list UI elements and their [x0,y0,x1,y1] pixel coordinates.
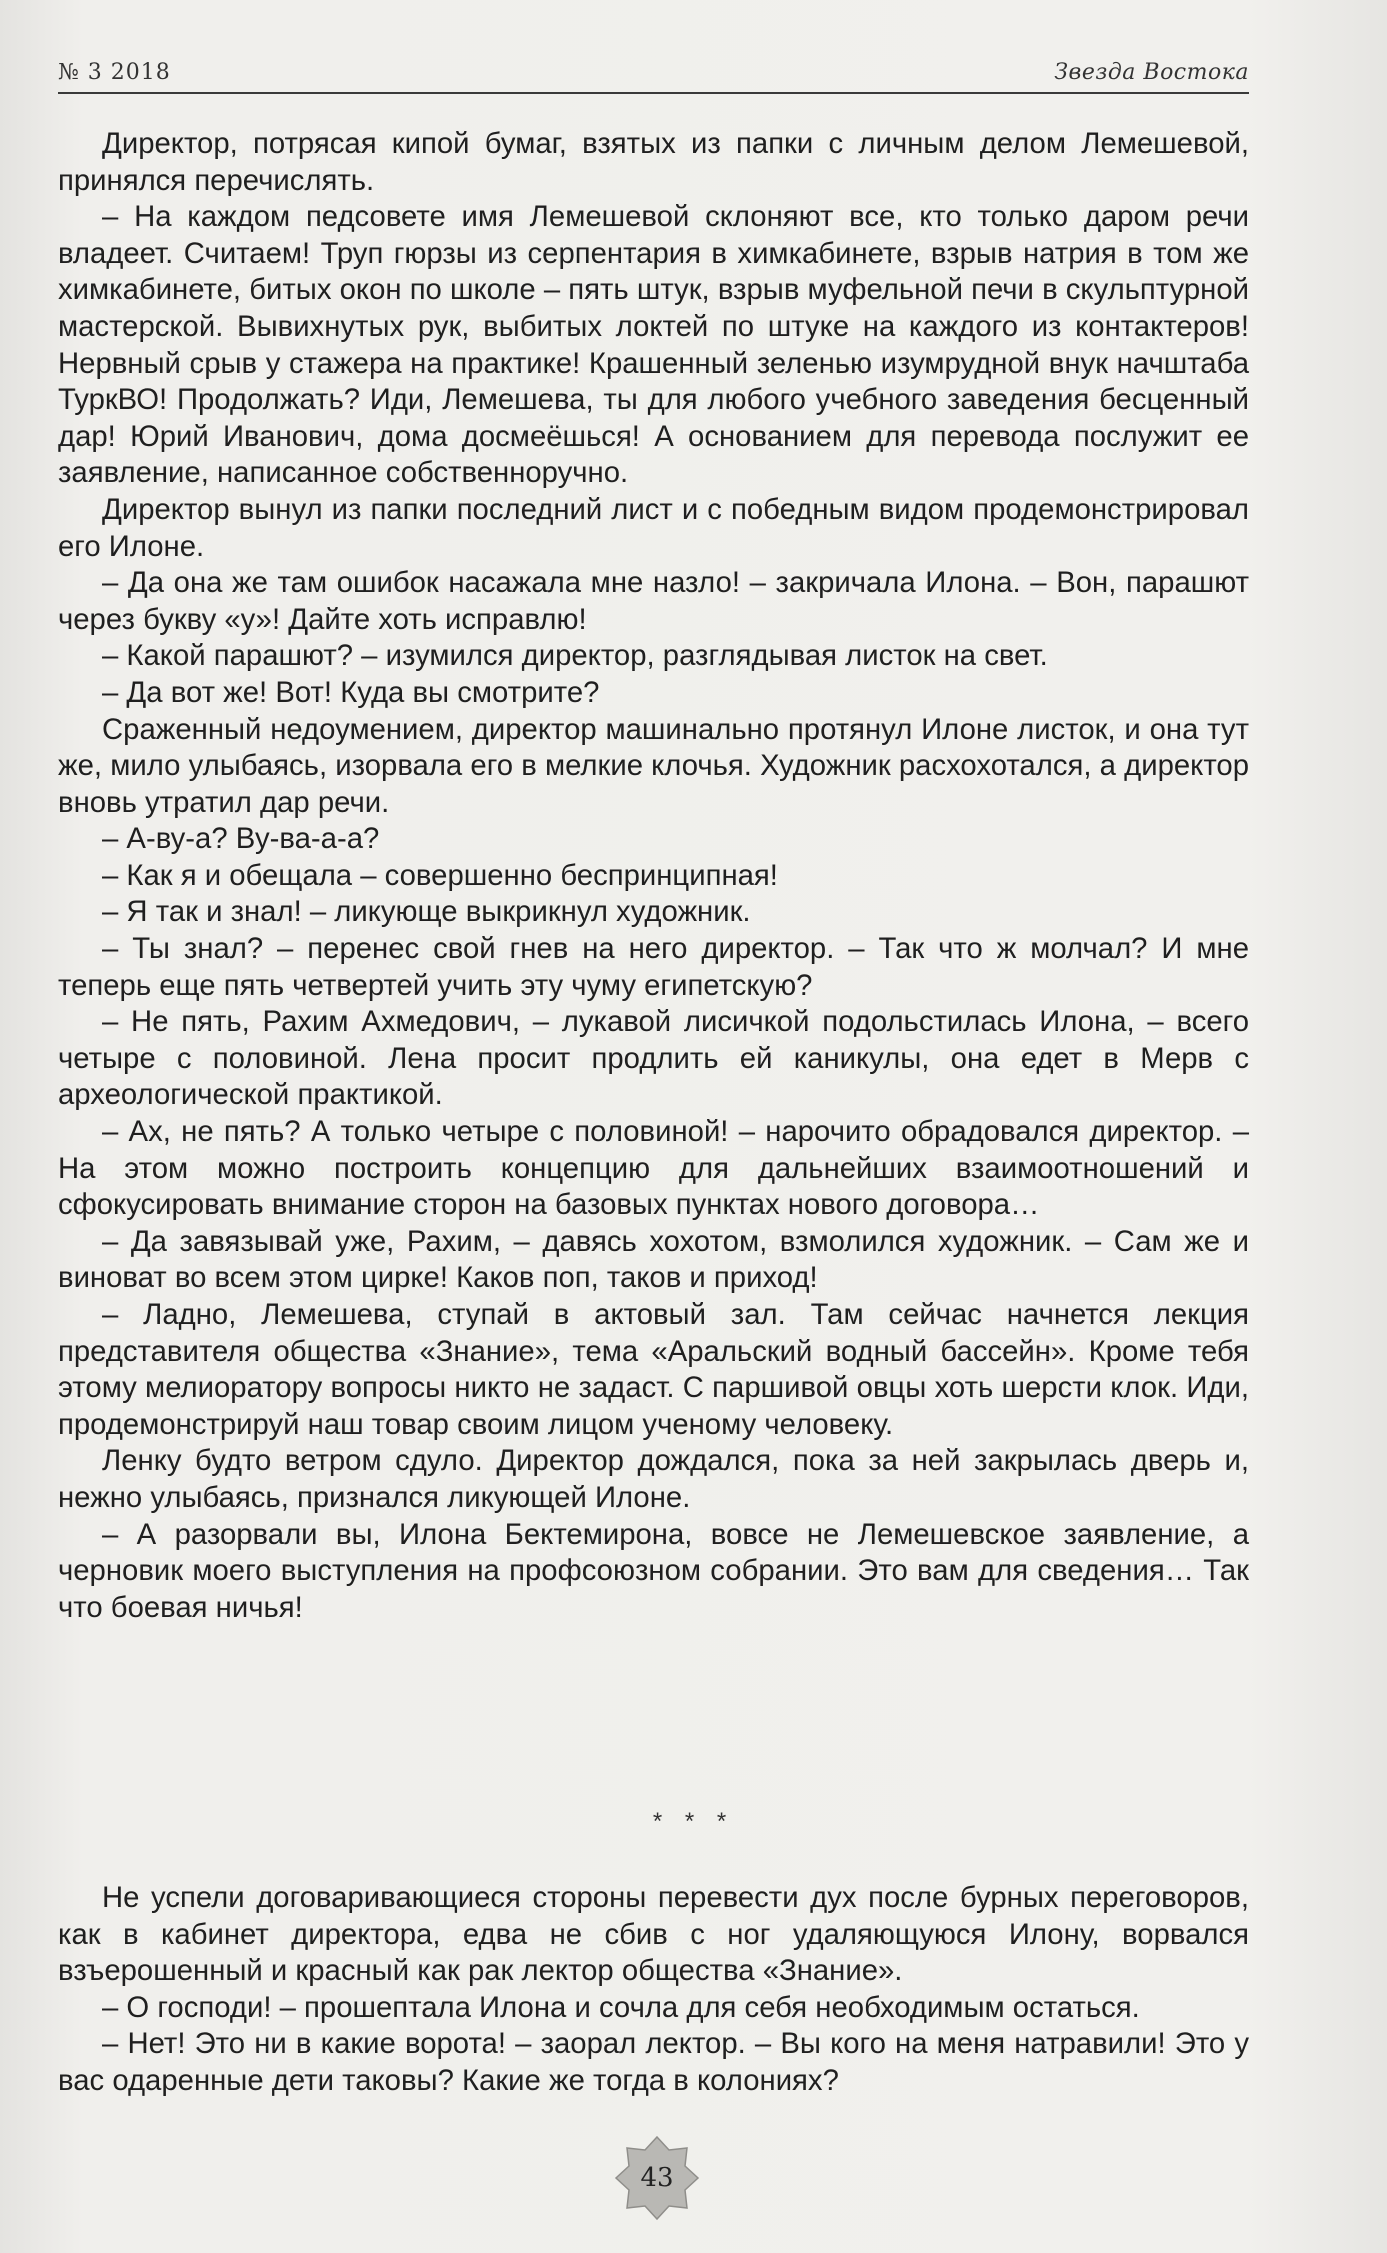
main-text [58,126,1249,1626]
paragraph: – Ах, не пять? А только четыре с половиной! – нарочито обрадовался директор. – На этом можно построить концепцию для дальнейших взаимоотношений и сфокусировать внимание сторон на базовых пунктах нового договора… [58,1115,1249,1222]
paragraph: Сраженный недоумением, директор машинально протянул Илоне листок, и она тут же, мило улыбаясь, изорвала его в мелкие клочья. Художник расхохотался, а директор вновь утратил дар речи. [58,712,1249,819]
issue-number: № 3 2018 [58,60,171,85]
paragraph: – Не пять, Рахим Ахмедович, – лукавой лисичкой подольстилась Илона, – всего четыре с половиной. Лена просит продлить ей каникулы, она едет в Мерв с археологической практикой. [58,1005,1249,1112]
paragraph: – На каждом педсовете имя Лемешевой склоняют все, кто только даром речи владеет. Считаем! Труп гюрзы из серпентария в химкабинете, взрыв натрия в том же химкабинете, битых окон по школе – пять штук, взрыв муфельной печи в скульптурной мастерской. Вывихнутых рук, выбитых локтей по штуке на каждого из контактеров! Нервный срыв у стажера на практике! Крашенный зеленью изумрудной внук начштаба ТуркВО! Продолжать? Иди, Лемешева, ты для любого учебного заведения бесценный дар! Юрий Иванович, дома досмеёшься! А основанием для перевода послужит ее заявление, написанное собственноручно. [58,200,1249,490]
paragraph: – Я так и знал! – ликующе выкрикнул художник. [102,895,751,929]
paragraph: – Нет! Это ни в какие ворота! – заорал лектор. – Вы кого на меня натравили! Это у вас одаренные дети таковы? Какие же тогда в колониях? [58,2027,1249,2097]
journal-title: Звезда Востока [1054,60,1249,85]
paragraph: – А разорвали вы, Илона Бектемирона, вовсе не Лемешевское заявление, а черновик моего выступления на профсоюзном собрании. Это вам для сведения… Так что боевая ничья! [58,1517,1249,1624]
page-number-badge [614,2135,700,2221]
section-separator: * * * [652,1808,735,1835]
second-section-text [58,1880,1249,2100]
paragraph: – Да завязывай уже, Рахим, – давясь хохотом, взмолился художник. – Сам же и виноват во всем этом цирке! Каков поп, таков и приход! [58,1224,1249,1295]
paragraph: – О господи! – прошептала Илона и сочла для себя необходимым остаться. [102,1990,1140,2024]
paragraph: – Ты знал? – перенес свой гнев на него директор. – Так что ж молчал? И мне теперь еще пять четвертей учить эту чуму египетскую? [58,932,1249,1002]
paragraph: Директор вынул из папки последний лист и с победным видом продемонстрировал его Илоне. [58,492,1249,563]
paragraph: Не успели договаривающиеся стороны перевести дух после бурных переговоров, как в кабинет директора, едва не сбив с ног удаляющуюся Илону, ворвался взъерошенный и красный как рак лектор общества «Знание». [58,1881,1249,1988]
paragraph: Директор, потрясая кипой бумаг, взятых из папки с личным делом Лемешевой, принялся перечислять. [58,127,1249,197]
running-header [58,58,1249,94]
paragraph: Ленку будто ветром сдуло. Директор дождался, пока за ней закрылась дверь и, нежно улыбаясь, признался ликующей Илоне. [58,1444,1249,1514]
page-number: 43 [640,2163,674,2193]
paragraph: – Да вот же! Вот! Куда вы смотрите? [102,675,600,709]
paragraph: – А-ву-а? Ву-ва-а-а? [102,822,380,856]
paragraph: – Какой парашют? – изумился директор, разглядывая листок на свет. [102,639,1048,673]
paragraph: – Ладно, Лемешева, ступай в актовый зал. Там сейчас начнется лекция представителя общества «Знание», тема «Аральский водный бассейн». Кроме тебя этому мелиоратору вопросы никто не задаст. С паршивой овцы хоть шерсти клок. Иди, продемонстрируй наш товар своим лицом ученому человеку. [58,1298,1249,1441]
paragraph: – Да она же там ошибок насажала мне назло! – закричала Илона. – Вон, парашют через букву «у»! Дайте хоть исправлю! [58,566,1249,636]
paragraph: – Как я и обещала – совершенно беспринципная! [102,858,778,892]
